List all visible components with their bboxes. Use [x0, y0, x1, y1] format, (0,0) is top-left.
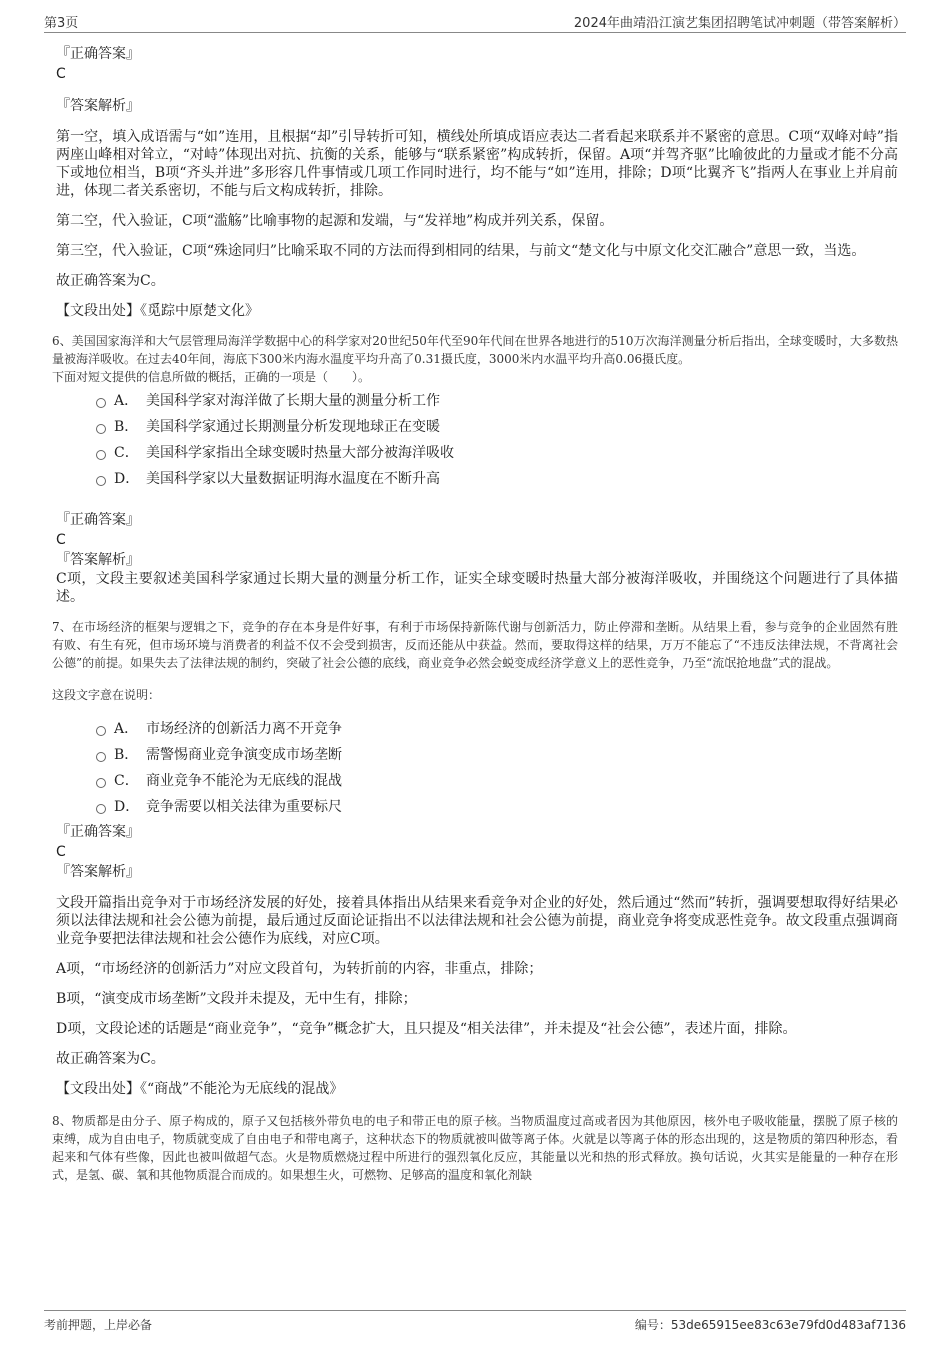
correct-answer-label: 『正确答案』	[56, 512, 140, 528]
analysis-paragraph: 第一空，填入成语需与“如”连用，且根据“却”引导转折可知，横线处所填成语应表达二者看起来联系并不紧密的意思。C项“双峰对峙”指两座山峰相对耸立，“对峙”体现出对抗、抗衡的关系，能够与“联系紧密”构成转折，保留。A项“并驾齐驱”比喻彼此的力量或才能不分高下或地位相当，B项“齐头并进”多形容几件事情或几项工作同时进行，均不能与“如”连用，排除；D项“比翼齐飞”指两人在事业上并肩前进，体现二者关系密切，不能与后文构成转折，排除。	[56, 129, 898, 199]
option-a[interactable]: A． 美国科学家对海洋做了长期大量的测量分析工作	[56, 388, 898, 414]
analysis-conclusion: 故正确答案为C。	[56, 1051, 165, 1067]
radio-icon[interactable]	[96, 398, 106, 408]
correct-answer-value: C	[56, 844, 66, 860]
analysis-conclusion: 故正确答案为C。	[56, 273, 165, 289]
option-d[interactable]: D． 竞争需要以相关法律为重要标尺	[56, 794, 898, 820]
option-d[interactable]: D． 美国科学家以大量数据证明海水温度在不断升高	[56, 466, 898, 492]
page-header	[44, 10, 906, 33]
option-c[interactable]: C． 美国科学家指出全球变暖时热量大部分被海洋吸收	[56, 440, 898, 466]
correct-answer-value: C	[56, 532, 66, 548]
question-prompt: 下面对短文提供的信息所做的概括，正确的一项是（ ）。	[52, 370, 371, 384]
analysis-label: 『答案解析』	[56, 98, 140, 114]
source-citation: 【文段出处】《觅踪中原楚文化》	[56, 303, 259, 319]
correct-answer-label: 『正确答案』	[56, 46, 140, 62]
document-title: 2024年曲靖沿江演艺集团招聘笔试冲刺题（带答案解析）	[573, 16, 906, 31]
analysis-paragraph: 第二空，代入验证，C项“滥觞”比喻事物的起源和发端，与“发祥地”构成并列关系，保留。	[56, 213, 614, 229]
question-stem: 6、美国国家海洋和大气层管理局海洋学数据中心的科学家对20世纪50年代至90年代间在世界各地进行的510万次海洋测量分析后指出，全球变暖时，大多数热量被海洋吸收。在过去40年间，海底下300米内海水温度平均升高了0.31摄氏度，3000米内水温平均升高0.06摄氏度。	[52, 334, 898, 366]
radio-icon[interactable]	[96, 726, 106, 736]
option-b[interactable]: B． 美国科学家通过长期测量分析发现地球正在变暖	[56, 414, 898, 440]
radio-icon[interactable]	[96, 450, 106, 460]
analysis-paragraph: B项，“演变成市场垄断”文段并未提及，无中生有，排除；	[56, 991, 417, 1007]
radio-icon[interactable]	[96, 804, 106, 814]
analysis-paragraph: D项，文段论述的话题是“商业竞争”，“竞争”概念扩大，且只提及“相关法律”，并未提及“社会公德”，表述片面，排除。	[56, 1021, 797, 1037]
analysis-paragraph: 文段开篇指出竞争对于市场经济发展的好处，接着具体指出从结果来看竞争对企业的好处，然后通过“然而”转折，强调要想取得好结果必须以法律法规和社会公德为前提，最后通过反面论证指出不以法律法规和社会公德为前提，商业竞争将变成恶性竞争。故文段重点强调商业竞争要把法律法规和社会公德作为底线，对应C项。	[56, 895, 898, 947]
radio-icon[interactable]	[96, 424, 106, 434]
radio-icon[interactable]	[96, 778, 106, 788]
correct-answer-label: 『正确答案』	[56, 824, 140, 840]
option-c[interactable]: C． 商业竞争不能沦为无底线的混战	[56, 768, 898, 794]
option-b[interactable]: B． 需警惕商业竞争演变成市场垄断	[56, 742, 898, 768]
analysis-paragraph: A项，“市场经济的创新活力”对应文段首句，为转折前的内容，非重点，排除；	[56, 961, 543, 977]
question-prompt: 这段文字意在说明：	[52, 688, 161, 702]
page-footer	[44, 1310, 906, 1335]
footer-slogan: 考前押题，上岸必备	[44, 1318, 153, 1332]
document-code: 编号：53de65915ee83c63e79fd0d483af7136	[634, 1318, 906, 1332]
analysis-label: 『答案解析』	[56, 552, 140, 568]
radio-icon[interactable]	[96, 752, 106, 762]
analysis-label: 『答案解析』	[56, 864, 140, 880]
analysis-paragraph: 第三空，代入验证，C项“殊途同归”比喻采取不同的方法而得到相同的结果，与前文“楚文化与中原文化交汇融合”意思一致，当选。	[56, 243, 866, 259]
document-body	[52, 44, 898, 1184]
options-list	[56, 716, 898, 820]
page-number: 第3页	[44, 16, 79, 31]
options-list	[56, 388, 898, 492]
question-stem: 7、在市场经济的框架与逻辑之下，竞争的存在本身是件好事，有利于市场保持新陈代谢与创新活力，防止停滞和垄断。从结果上看，参与竞争的企业固然有胜有败、有生有死，但市场环境与消费者的利益不仅不会受到损害，反而还能从中获益。然而，要取得这样的结果，万万不能忘了“不违反法律法规，不背离社会公德”的前提。如果失去了法律法规的制约，突破了社会公德的底线，商业竞争必然会蜕变成经济学意义上的恶性竞争，乃至“流氓抢地盘”式的混战。	[52, 620, 898, 670]
source-citation: 【文段出处】《“商战”不能沦为无底线的混战》	[56, 1081, 344, 1097]
radio-icon[interactable]	[96, 476, 106, 486]
option-a[interactable]: A． 市场经济的创新活力离不开竞争	[56, 716, 898, 742]
correct-answer-value: C	[56, 66, 66, 82]
analysis-paragraph: C项，文段主要叙述美国科学家通过长期大量的测量分析工作，证实全球变暖时热量大部分被海洋吸收，并围绕这个问题进行了具体描述。	[56, 571, 898, 605]
question-stem: 8、物质都是由分子、原子构成的，原子又包括核外带负电的电子和带正电的原子核。当物质温度过高或者因为其他原因，核外电子吸收能量，摆脱了原子核的束缚，成为自由电子，物质就变成了自由电子和带电离子，这种状态下的物质就被叫做等离子体。火就是以等离子体的形态出现的，这是物质的第四种形态，看起来和气体有些像，因此也被叫做超气态。火是物质燃烧过程中所进行的强烈氧化反应，其能量以光和热的形式释放。换句话说，火其实是能量的一种存在形式，是氢、碳、氧和其他物质混合而成的。如果想生火，可燃物、足够高的温度和氧化剂缺	[52, 1114, 898, 1182]
